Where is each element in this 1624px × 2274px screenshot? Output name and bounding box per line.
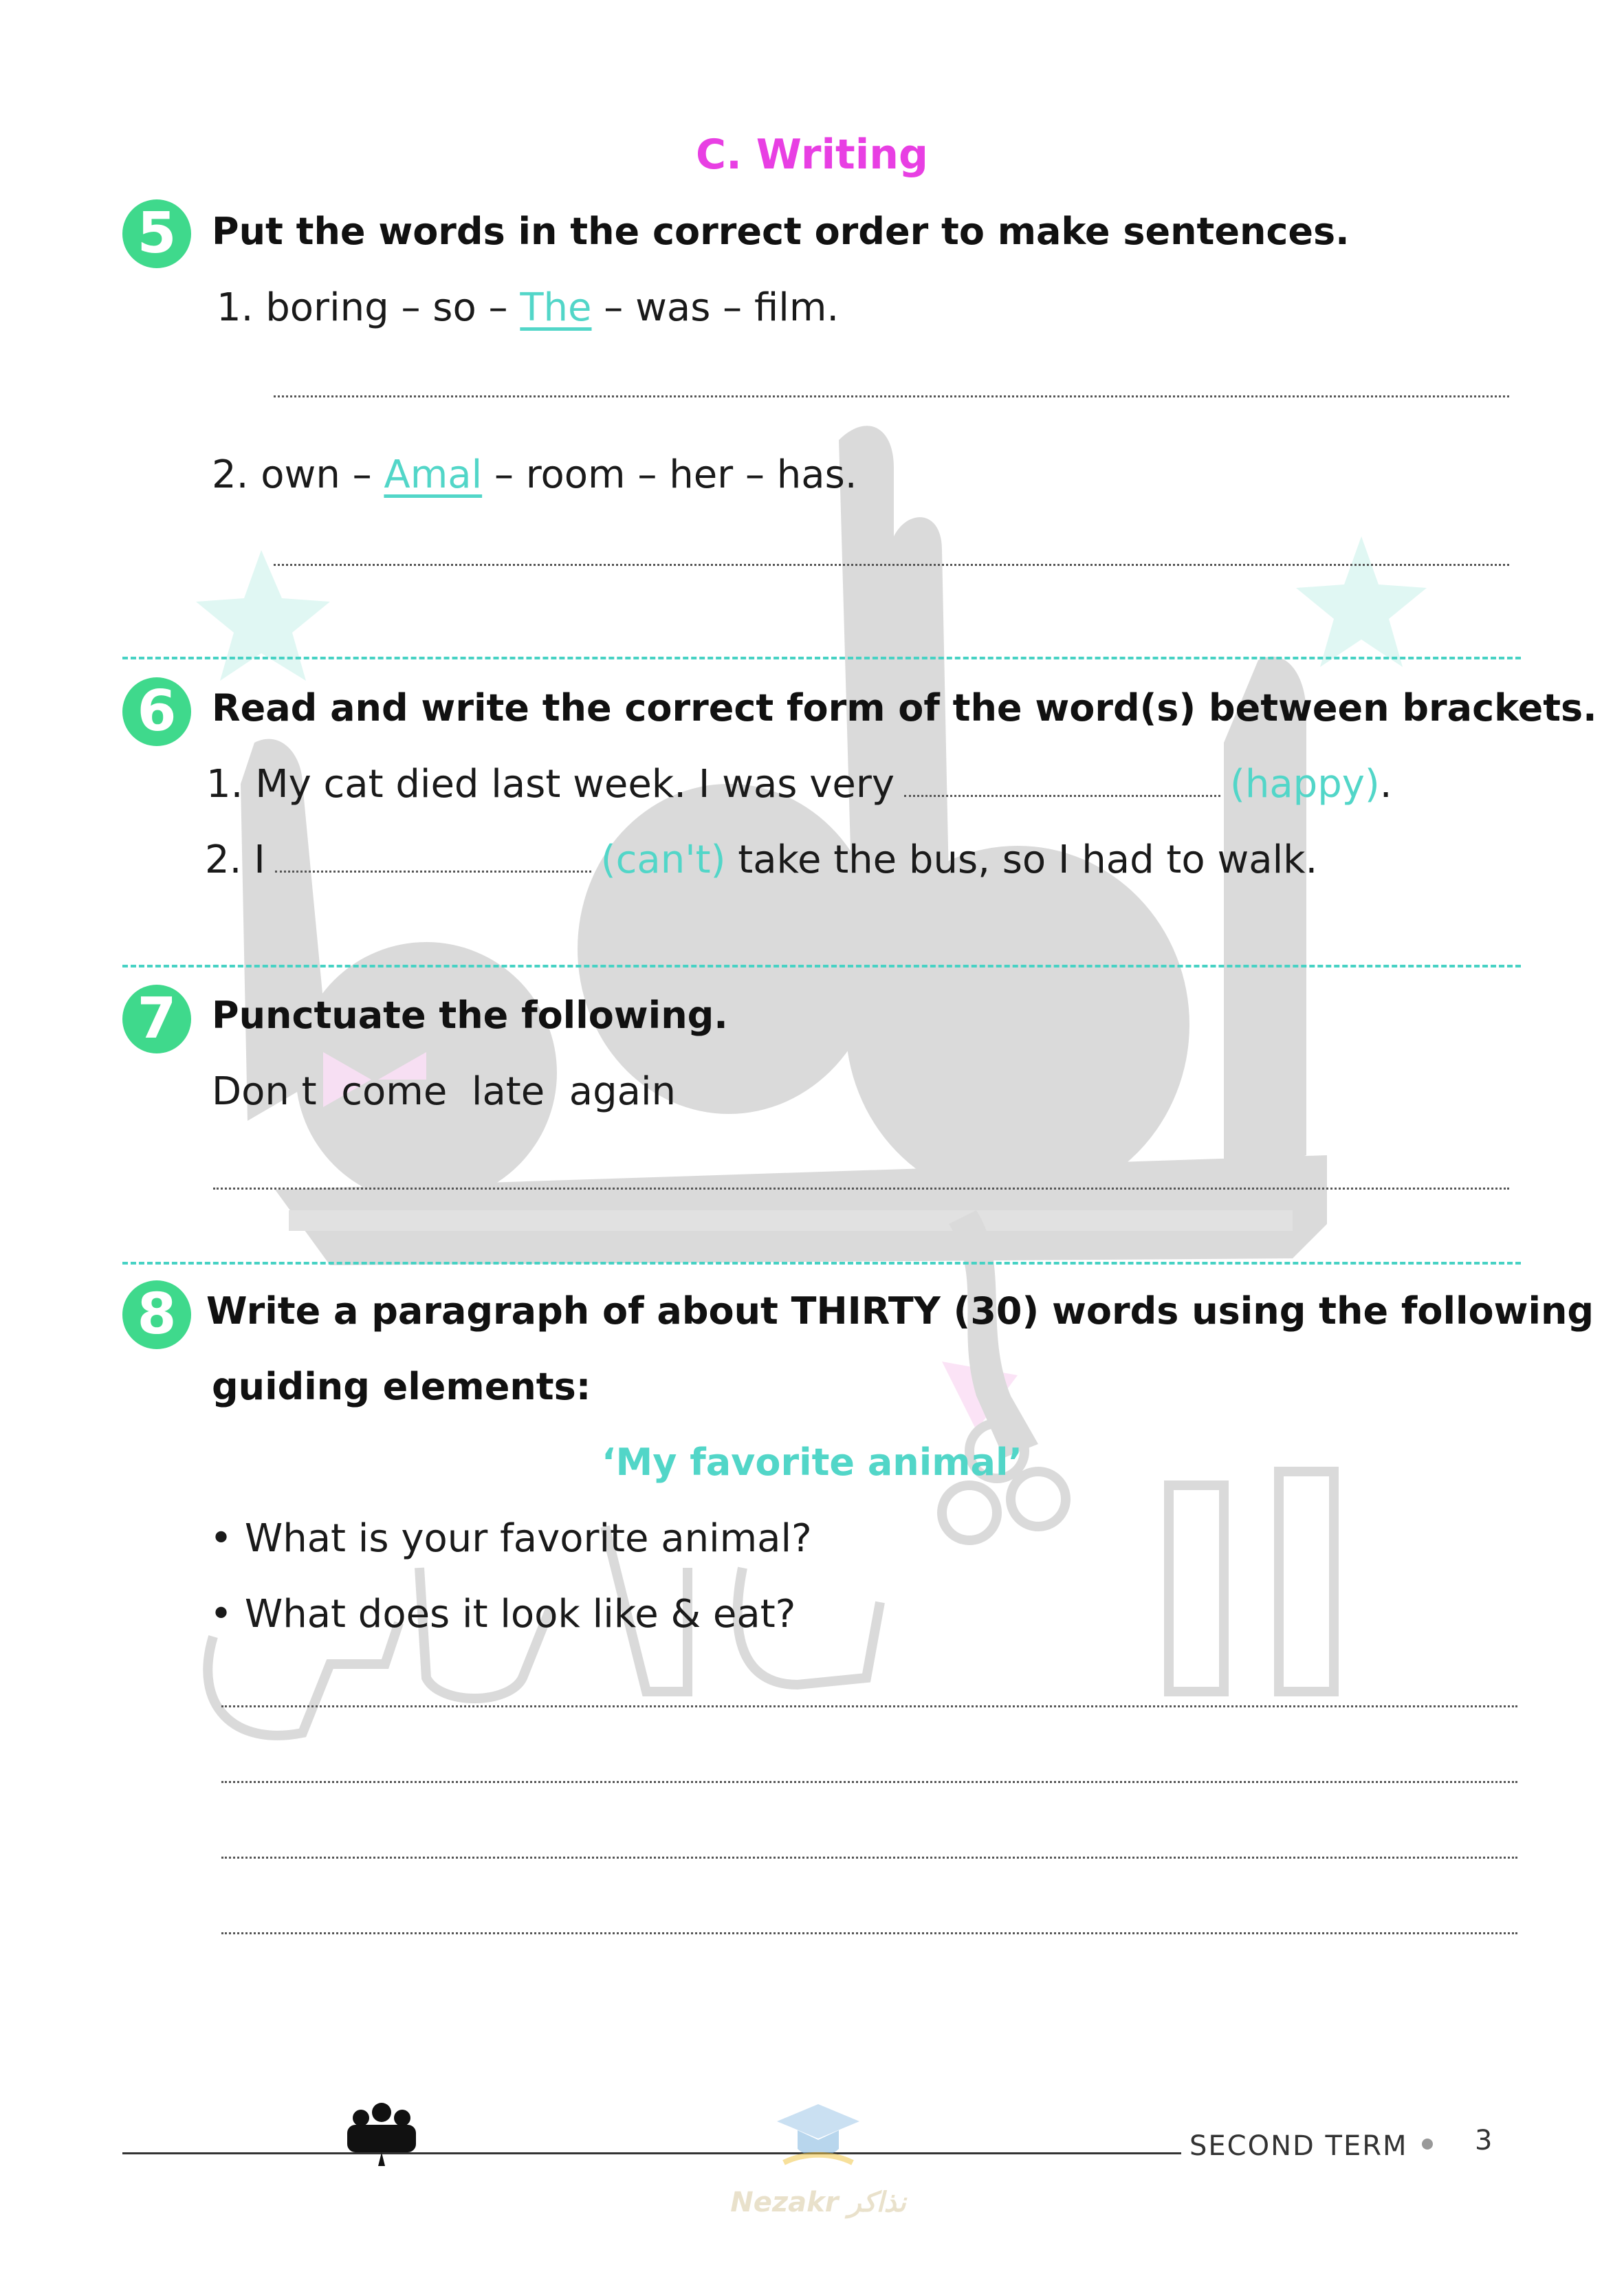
q5-item-2 [212,452,857,497]
item-text: – was – film. [591,285,840,330]
bullet-text: What is your favorite animal? [244,1516,812,1561]
bullet-item [210,1592,795,1637]
q6-item-1 [206,762,1392,807]
question-instruction: Read and write the correct form of the word(s) between brackets. [212,686,1597,730]
highlighted-word: The [520,285,592,330]
bracket-hint: (happy) [1230,762,1380,807]
item-number: 1. [217,285,254,330]
item-text: take the bus, so I had to walk. [738,838,1318,882]
fill-in-blank[interactable] [275,871,591,873]
answer-line[interactable] [221,1857,1517,1859]
question-number-badge: 5 [122,199,191,268]
item-text: I [254,838,265,882]
question-instruction: Punctuate the following. [212,994,728,1037]
bullet-item [210,1516,812,1561]
answer-line[interactable] [274,395,1509,397]
answer-line[interactable] [213,1188,1509,1190]
footer-rule [122,2152,1181,2154]
question-number-badge: 8 [122,1280,191,1349]
q5-item-1 [217,285,839,330]
section-title: C. Writing [696,131,928,179]
bullet-icon: • [210,1516,233,1561]
bracket-hint: (can't) [600,838,726,882]
footer-term: SECOND TERM [1189,2130,1408,2162]
question-instruction: Put the words in the correct order to make sentences. [212,210,1350,253]
answer-line[interactable] [221,1705,1517,1707]
watermark-silhouette [124,399,1499,1898]
section-divider [122,1262,1521,1265]
question-number-badge: 6 [122,677,191,746]
bullet-text: What does it look like & eat? [244,1592,796,1637]
item-number: 2. [205,838,242,882]
section-divider [122,657,1521,659]
page-number: 3 [1475,2125,1494,2156]
section-divider [122,965,1521,967]
item-text: own – [261,452,384,497]
question-number-badge: 7 [122,985,191,1053]
graduation-cap-icon [770,2097,866,2173]
item-number: 2. [212,452,249,497]
bullet-icon: • [210,1592,233,1637]
answer-line[interactable] [221,1932,1517,1934]
answer-line[interactable] [221,1781,1517,1783]
question-instruction-continued: guiding elements: [212,1365,591,1408]
item-text: boring – so – [265,285,520,330]
site-logo-text: Nezakr نذاكر [730,2187,906,2218]
paragraph-topic: ‘My favorite animal’ [602,1441,1022,1484]
q6-item-2 [205,838,1317,882]
highlighted-word: Amal [384,452,483,497]
item-number: 1. [206,762,243,807]
punctuate-text: Don t come late again [212,1069,677,1114]
fill-in-blank[interactable] [904,795,1220,797]
publisher-logo-icon [340,2097,423,2166]
item-text: – room – her – has. [482,452,857,497]
footer-dot-icon [1422,2139,1433,2150]
item-text: My cat died last week. I was very [255,762,895,807]
answer-line[interactable] [274,564,1509,566]
question-instruction: Write a paragraph of about THIRTY (30) words using the following [206,1289,1594,1333]
item-text: . [1379,762,1392,807]
